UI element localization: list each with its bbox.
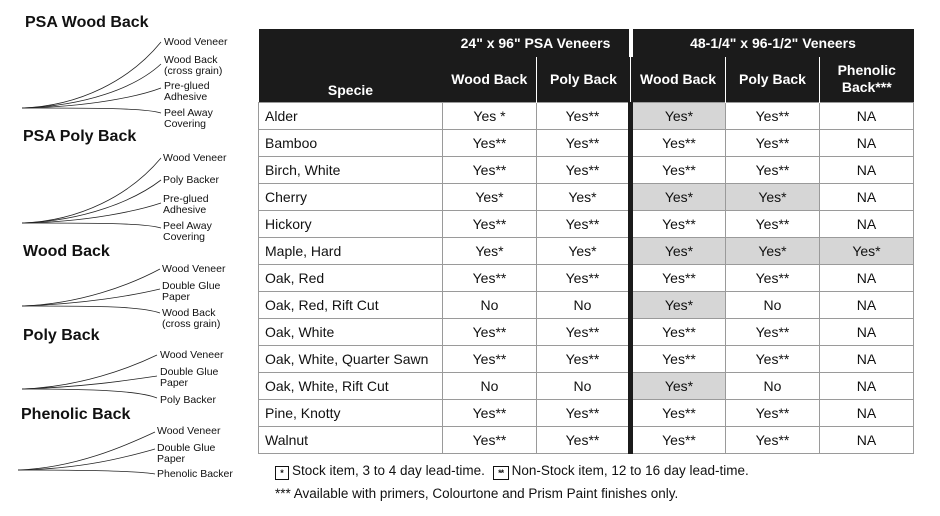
layer-label: Double Glue Paper — [160, 366, 219, 389]
layer-label: Wood Veneer — [160, 349, 224, 361]
diagram-title: Phenolic Back — [21, 406, 131, 423]
footnote-finishes — [275, 486, 678, 501]
diagram-title: Poly Back — [23, 327, 100, 344]
diagram-psa-wood-back-lines — [22, 42, 161, 113]
specie-cell: Oak, Red, Rift Cut — [259, 291, 443, 318]
layer-label: Wood Veneer — [157, 425, 221, 437]
stock-box-icon: * — [275, 466, 289, 480]
table-row — [259, 372, 914, 399]
availability-cell: Yes** — [443, 426, 537, 453]
nonstock-note: Non-Stock item, 12 to 16 day lead-time. — [511, 463, 749, 478]
layer-label: Pre-glued Adhesive — [164, 80, 210, 103]
diagram-title: PSA Wood Back — [25, 14, 149, 31]
availability-cell: Yes** — [537, 318, 631, 345]
availability-cell: NA — [820, 372, 914, 399]
availability-cell: Yes** — [726, 102, 820, 129]
layer-label: Peel Away Covering — [164, 107, 213, 130]
footnote-lead-times — [275, 463, 749, 480]
layer-label: Wood Back (cross grain) — [162, 307, 221, 330]
diagram-title: PSA Poly Back — [23, 128, 137, 145]
specie-cell: Pine, Knotty — [259, 399, 443, 426]
availability-cell: Yes* — [537, 183, 631, 210]
availability-cell: NA — [820, 318, 914, 345]
diagram-title: Wood Back — [23, 243, 110, 260]
availability-cell: NA — [820, 291, 914, 318]
availability-cell: Yes** — [537, 156, 631, 183]
availability-cell: Yes** — [537, 345, 631, 372]
layer-label: Double Glue Paper — [157, 442, 216, 465]
availability-cell: Yes** — [726, 318, 820, 345]
availability-cell: Yes** — [631, 318, 726, 345]
availability-cell: Yes* — [631, 183, 726, 210]
availability-cell: Yes** — [537, 129, 631, 156]
diagram-wood-back-lines — [22, 269, 160, 313]
group-header-full-size: 48-1/4" x 96-1/2" Veneers — [631, 29, 914, 57]
specie-cell: Birch, White — [259, 156, 443, 183]
table-row — [259, 156, 914, 183]
column-header: Wood Back — [631, 57, 726, 102]
availability-cell: Yes** — [726, 426, 820, 453]
availability-cell: Yes** — [537, 426, 631, 453]
availability-cell: Yes** — [726, 129, 820, 156]
availability-cell: Yes** — [537, 102, 631, 129]
availability-cell: Yes * — [443, 102, 537, 129]
table-row — [259, 426, 914, 453]
column-header: Poly Back — [726, 57, 820, 102]
availability-cell: NA — [820, 129, 914, 156]
specie-cell: Oak, White — [259, 318, 443, 345]
availability-cell: Yes** — [537, 399, 631, 426]
availability-cell: Yes* — [537, 237, 631, 264]
table-row — [259, 237, 914, 264]
availability-cell: Yes** — [631, 156, 726, 183]
availability-cell: No — [443, 372, 537, 399]
availability-cell: No — [726, 291, 820, 318]
layer-label: Wood Veneer — [164, 36, 228, 48]
layer-label: Pre-glued Adhesive — [163, 193, 209, 216]
availability-cell: NA — [820, 426, 914, 453]
availability-cell: Yes** — [631, 345, 726, 372]
specie-cell: Alder — [259, 102, 443, 129]
table-row — [259, 129, 914, 156]
availability-cell: NA — [820, 210, 914, 237]
availability-cell: Yes* — [443, 237, 537, 264]
availability-cell: NA — [820, 345, 914, 372]
availability-cell: NA — [820, 264, 914, 291]
table-row — [259, 291, 914, 318]
availability-cell: Yes* — [726, 183, 820, 210]
group-header-psa: 24" x 96" PSA Veneers — [443, 29, 631, 57]
specie-cell: Hickory — [259, 210, 443, 237]
veneer-availability-table — [258, 29, 914, 454]
availability-cell: Yes** — [443, 264, 537, 291]
table-row — [259, 345, 914, 372]
column-header: Phenolic Back*** — [820, 57, 914, 102]
table-body — [259, 102, 914, 453]
availability-cell: Yes** — [631, 399, 726, 426]
availability-cell: Yes** — [537, 210, 631, 237]
availability-cell: Yes** — [726, 156, 820, 183]
layer-label: Poly Backer — [160, 394, 217, 406]
availability-cell: Yes** — [726, 210, 820, 237]
availability-cell: Yes** — [726, 264, 820, 291]
column-header: Poly Back — [537, 57, 631, 102]
availability-cell: Yes* — [631, 237, 726, 264]
availability-cell: Yes** — [631, 426, 726, 453]
layer-label: Wood Back (cross grain) — [164, 54, 223, 77]
specie-cell: Cherry — [259, 183, 443, 210]
layer-label: Double Glue Paper — [162, 280, 221, 303]
availability-cell: Yes** — [631, 129, 726, 156]
specie-cell: Oak, White, Quarter Sawn — [259, 345, 443, 372]
availability-cell: NA — [820, 399, 914, 426]
availability-cell: No — [537, 291, 631, 318]
availability-cell: Yes** — [631, 210, 726, 237]
table-row — [259, 210, 914, 237]
diagram-phenolic-back-lines — [18, 432, 155, 474]
specie-cell: Oak, Red — [259, 264, 443, 291]
finish-marker: *** — [275, 486, 291, 501]
availability-cell: Yes* — [631, 102, 726, 129]
availability-cell: No — [537, 372, 631, 399]
specie-cell: Oak, White, Rift Cut — [259, 372, 443, 399]
layer-label: Peel Away Covering — [163, 220, 212, 243]
layer-label: Poly Backer — [163, 174, 220, 186]
availability-cell: Yes** — [443, 156, 537, 183]
availability-cell: NA — [820, 156, 914, 183]
availability-cell: Yes* — [820, 237, 914, 264]
availability-cell: No — [726, 372, 820, 399]
diagram-poly-back-lines — [22, 355, 157, 398]
table-row — [259, 318, 914, 345]
availability-cell: Yes** — [537, 264, 631, 291]
specie-cell: Bamboo — [259, 129, 443, 156]
column-header-specie: Specie — [259, 29, 443, 102]
availability-cell: Yes** — [726, 345, 820, 372]
availability-cell: Yes* — [726, 237, 820, 264]
availability-cell: Yes* — [443, 183, 537, 210]
layer-label: Wood Veneer — [162, 263, 226, 275]
specie-cell: Walnut — [259, 426, 443, 453]
table-row — [259, 399, 914, 426]
table-row — [259, 264, 914, 291]
availability-cell: No — [443, 291, 537, 318]
column-header: Wood Back — [443, 57, 537, 102]
nonstock-box-icon: ** — [493, 466, 509, 480]
table-row — [259, 183, 914, 210]
availability-cell: Yes** — [443, 345, 537, 372]
layer-label: Phenolic Backer — [157, 468, 233, 480]
availability-cell: NA — [820, 183, 914, 210]
availability-cell: Yes** — [443, 129, 537, 156]
availability-cell: Yes** — [443, 318, 537, 345]
availability-cell: Yes** — [726, 399, 820, 426]
availability-cell: Yes* — [631, 291, 726, 318]
availability-cell: Yes** — [443, 399, 537, 426]
table-row — [259, 102, 914, 129]
availability-cell: Yes** — [631, 264, 726, 291]
layer-label: Wood Veneer — [163, 152, 227, 164]
availability-cell: Yes** — [443, 210, 537, 237]
specie-cell: Maple, Hard — [259, 237, 443, 264]
availability-cell: NA — [820, 102, 914, 129]
stock-note: Stock item, 3 to 4 day lead-time. — [292, 463, 485, 478]
finish-note: Available with primers, Colourtone and Prism Paint finishes only. — [293, 486, 679, 501]
layer-diagrams — [0, 0, 256, 516]
availability-cell: Yes* — [631, 372, 726, 399]
diagram-psa-poly-back-lines — [22, 158, 161, 228]
